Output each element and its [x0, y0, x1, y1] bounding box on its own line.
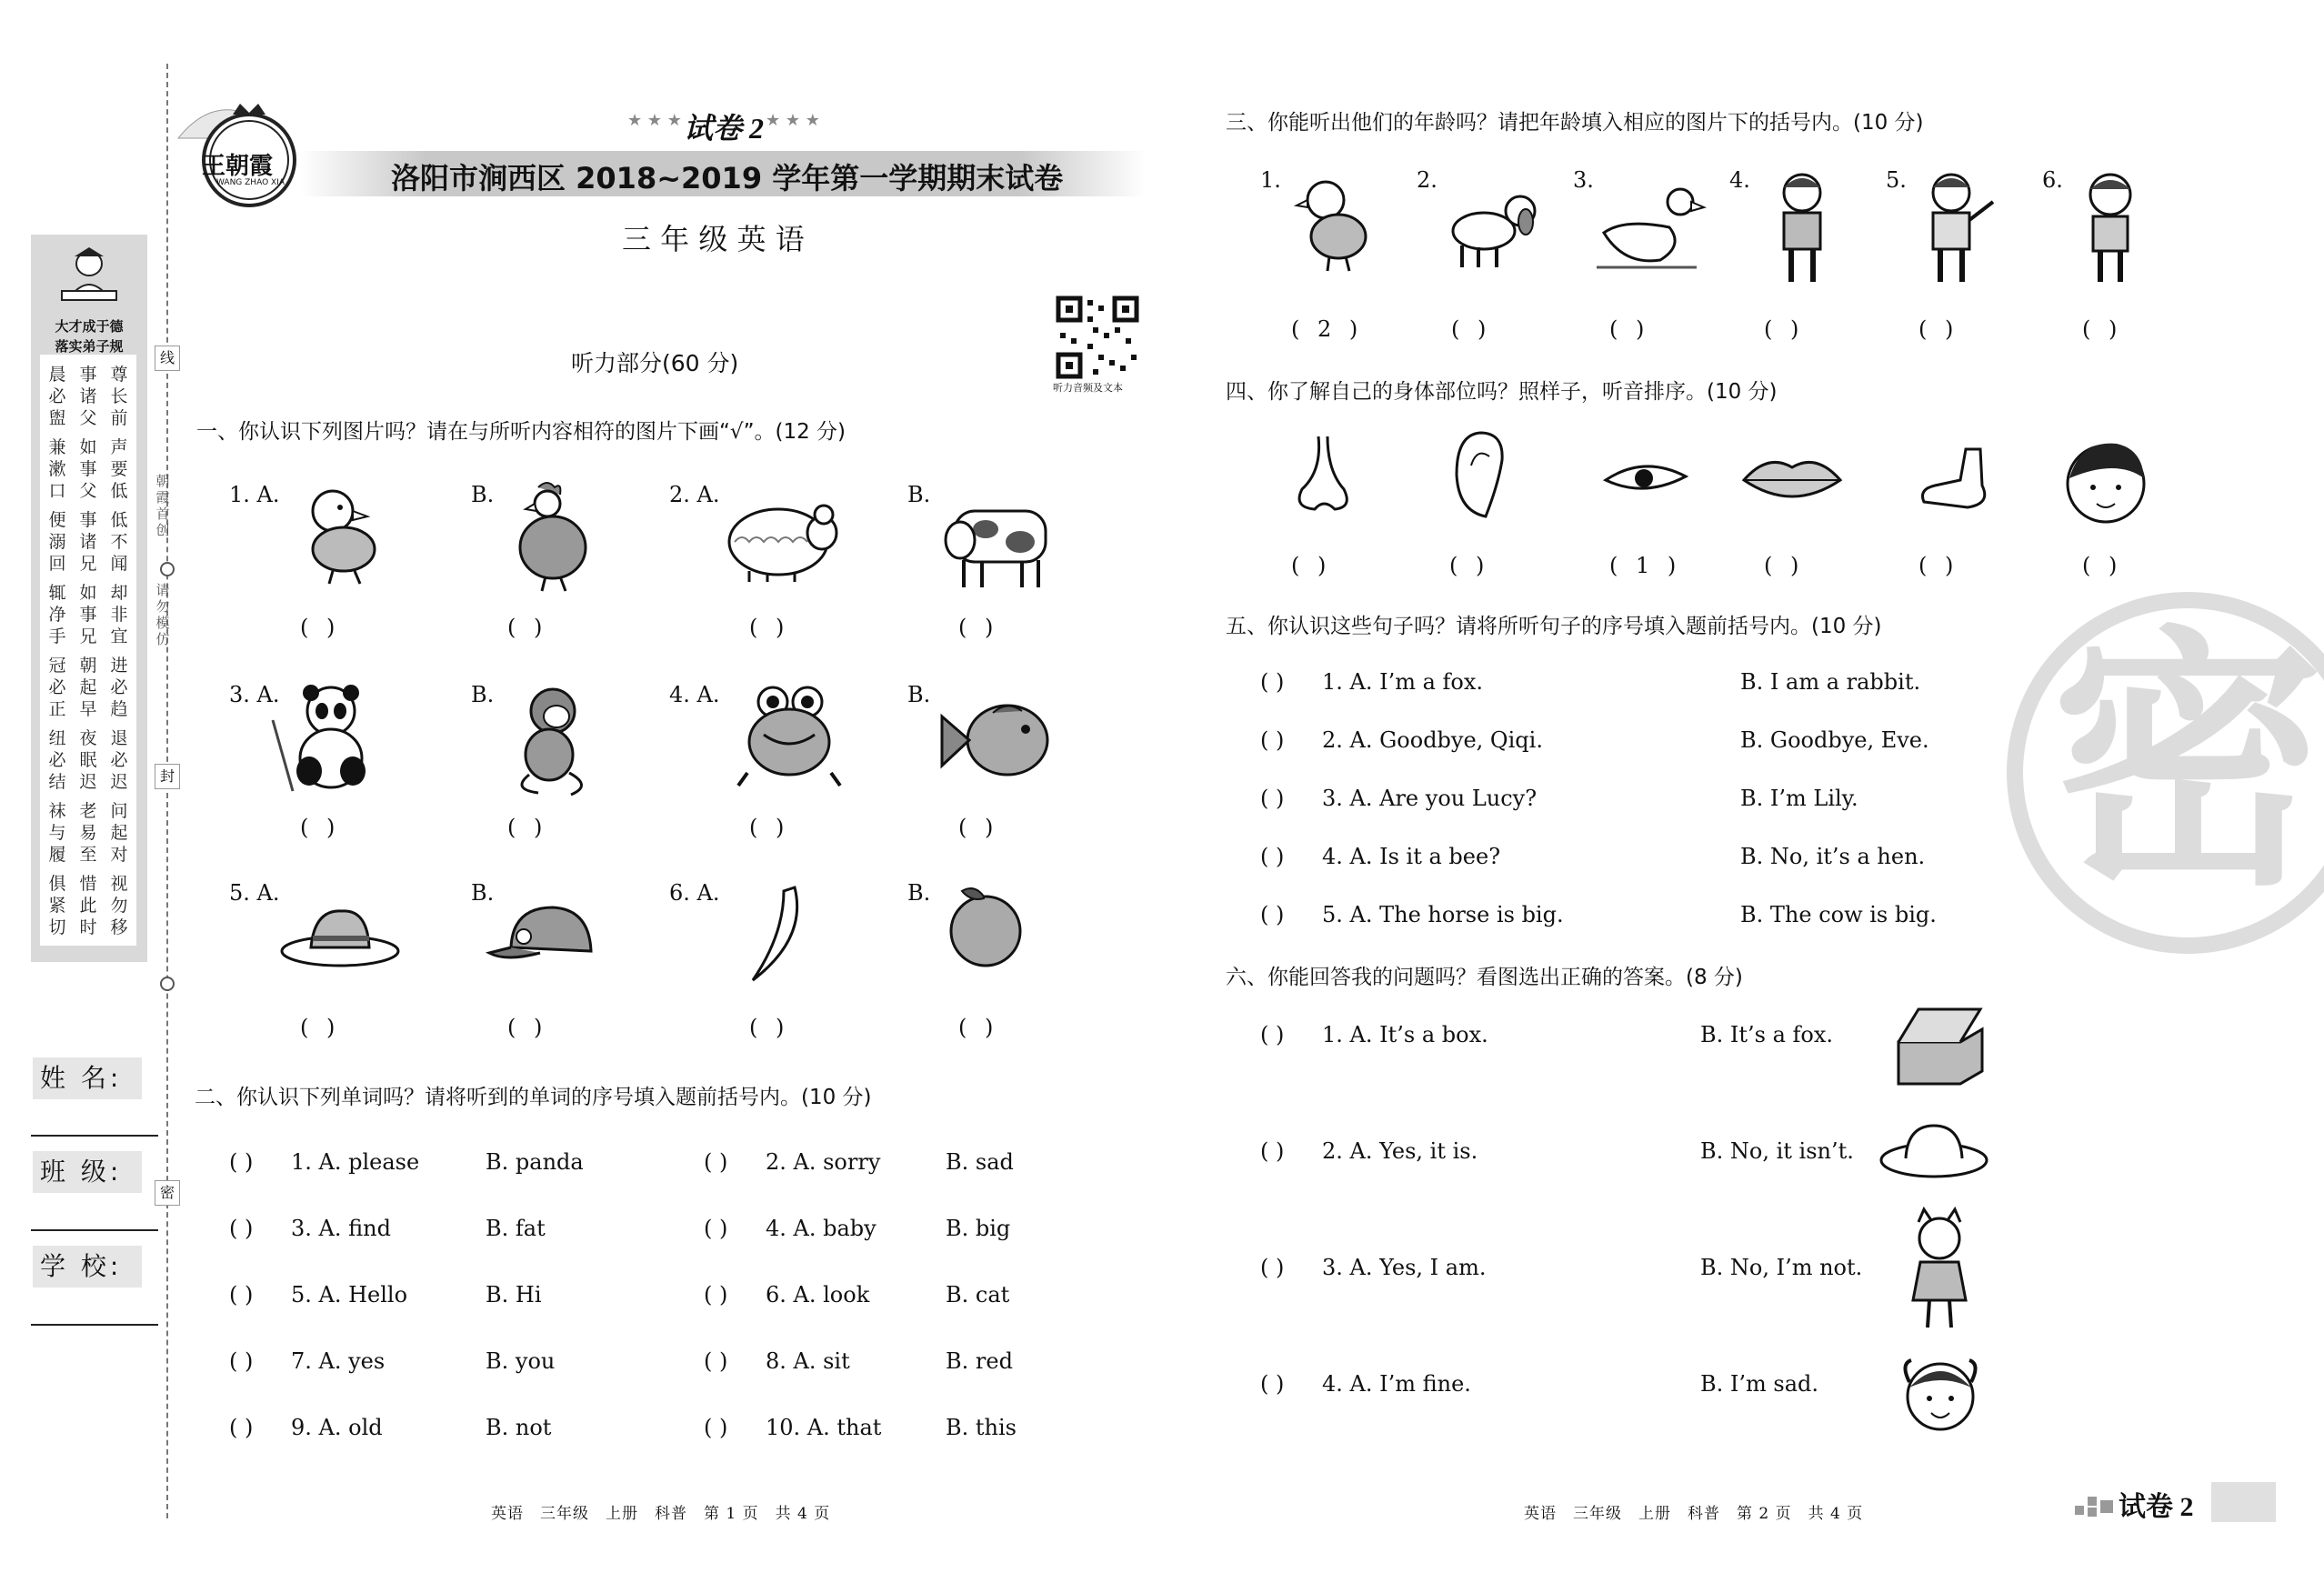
subject-title: 三 年 级 英 语 — [622, 222, 805, 256]
poem-char: 必 — [110, 750, 128, 770]
q1-answer-blank[interactable]: ( ) — [300, 815, 341, 840]
exam-title: 洛阳市涧西区 2018~2019 学年第一学期期末试卷 — [391, 161, 1064, 195]
q2-option-a: 7. A. yes — [291, 1348, 386, 1374]
poem-char: 袜 — [48, 801, 66, 821]
poem-char: 尊 — [110, 365, 128, 385]
poem-char: 回 — [48, 554, 66, 574]
poem-char: 紧 — [48, 896, 66, 916]
poem-char: 对 — [110, 845, 128, 865]
q2-option-b: B. sad — [946, 1149, 1014, 1175]
q2-option-a: 1. A. please — [291, 1149, 420, 1175]
school-field[interactable] — [31, 1324, 158, 1326]
poem-char: 必 — [48, 750, 66, 770]
q5-blank[interactable]: ( ) — [1260, 786, 1285, 811]
q2-heading: 二、你认识下列单词吗？请将听到的单词的序号填入题前括号内。(10 分) — [195, 1086, 872, 1109]
q2-blank[interactable]: ( ) — [229, 1415, 254, 1440]
page-footer-1: 英语 三年级 上册 科普 第 1 页 共 4 页 — [491, 1505, 831, 1523]
q6-option-b: B. It’s a fox. — [1700, 1022, 1834, 1047]
q2-blank[interactable]: ( ) — [704, 1282, 728, 1307]
cow-icon — [937, 493, 1064, 593]
poem-char: 事 — [79, 365, 97, 385]
poem-column — [107, 364, 131, 938]
q1-answer-blank[interactable]: ( ) — [749, 815, 790, 840]
poem-char: 退 — [110, 728, 128, 748]
q1-label: B. — [471, 880, 495, 906]
poem-char: 低 — [110, 481, 128, 501]
poem-char: 便 — [48, 510, 66, 530]
sheep-icon — [722, 493, 840, 584]
q1-answer-blank[interactable]: ( ) — [300, 615, 341, 640]
poem-char: 此 — [79, 896, 97, 916]
q1-answer-blank[interactable]: ( ) — [507, 615, 548, 640]
q2-option-b: B. big — [946, 1216, 1011, 1241]
q3-number: 1. — [1260, 167, 1281, 193]
poem-column — [76, 364, 100, 938]
poem-char: 俱 — [48, 874, 66, 894]
sidebar-motto-1: 大才成于德 — [55, 318, 124, 335]
poem-char — [45, 429, 69, 436]
q4-answer[interactable]: ( ) — [1449, 553, 1490, 578]
stars-left-icon: ★ ★ ★ — [627, 111, 682, 130]
nose-icon — [1291, 435, 1355, 516]
q6-blank[interactable]: ( ) — [1260, 1022, 1285, 1047]
poem-char — [76, 429, 100, 436]
q6-option-a: 3. A. Yes, I am. — [1322, 1255, 1487, 1280]
q1-label: 2. A. — [669, 482, 720, 507]
page-footer-2: 英语 三年级 上册 科普 第 2 页 共 4 页 — [1524, 1505, 1864, 1523]
poem-char: 纽 — [48, 728, 66, 748]
foot-icon — [1917, 446, 2002, 515]
q4-answer[interactable]: ( ) — [1764, 553, 1805, 578]
q2-option-a: 2. A. sorry — [766, 1149, 881, 1175]
poem-char: 必 — [48, 677, 66, 697]
q5-option-a: 3. A. Are you Lucy? — [1322, 786, 1538, 811]
poem-char: 进 — [110, 656, 128, 676]
copy-note: 请勿模仿 — [155, 582, 170, 647]
q4-answer[interactable]: ( ) — [2082, 553, 2123, 578]
mouth-icon — [1740, 455, 1844, 506]
poem-column — [45, 364, 69, 938]
q5-option-a: 4. A. Is it a bee? — [1322, 844, 1501, 869]
poem-char — [45, 866, 69, 873]
q2-option-b: B. fat — [486, 1216, 546, 1241]
poem-char: 眠 — [79, 750, 97, 770]
q1-label: 6. A. — [669, 880, 720, 906]
q6-blank[interactable]: ( ) — [1260, 1138, 1285, 1164]
q6-blank[interactable]: ( ) — [1260, 1255, 1285, 1280]
poem-char: 至 — [79, 845, 97, 865]
q3-answer[interactable]: ( ) — [1609, 316, 1650, 342]
logo-subtext: WANG ZHAO XIA — [216, 178, 285, 187]
q1-label: 3. A. — [229, 682, 280, 707]
q6-option-a: 2. A. Yes, it is. — [1322, 1138, 1478, 1164]
q2-option-b: B. cat — [946, 1282, 1010, 1307]
poem-char: 勿 — [110, 896, 128, 916]
listening-section-title: 听力部分(60 分) — [571, 350, 739, 376]
q6-option-b: B. I’m sad. — [1700, 1371, 1819, 1397]
poem-char — [107, 647, 131, 655]
q3-number: 6. — [2042, 167, 2063, 193]
q1-label: 5. A. — [229, 880, 280, 906]
class-field[interactable] — [31, 1229, 158, 1231]
poem-char: 事 — [79, 510, 97, 530]
chick-icon — [1291, 173, 1373, 275]
scholar-icon — [53, 244, 125, 307]
paper-tag: 试卷 2 — [684, 112, 765, 145]
q1-label: 1. A. — [229, 482, 280, 507]
poem-char: 必 — [48, 386, 66, 406]
q1-label: B. — [471, 482, 495, 507]
q3-number: 2. — [1417, 167, 1437, 193]
q2-option-b: B. this — [946, 1415, 1017, 1440]
q1-answer-blank[interactable]: ( ) — [958, 615, 999, 640]
q5-option-a: 5. A. The horse is big. — [1322, 902, 1564, 927]
q6-option-a: 4. A. I’m fine. — [1322, 1371, 1471, 1397]
poem-char — [107, 575, 131, 582]
poem-char: 夜 — [79, 728, 97, 748]
q2-option-b: B. red — [946, 1348, 1013, 1374]
hat-icon — [1878, 1120, 1989, 1180]
q3-heading: 三、你能听出他们的年龄吗？请把年龄填入相应的图片下的括号内。(10 分) — [1226, 111, 1924, 135]
face-icon — [2062, 436, 2149, 527]
poem-char: 宜 — [110, 626, 128, 646]
logo-text: 王朝霞 — [202, 153, 274, 180]
q2-blank[interactable]: ( ) — [704, 1348, 728, 1374]
poem-char: 声 — [110, 437, 128, 457]
q2-option-b: B. not — [486, 1415, 552, 1440]
poem-char: 却 — [110, 583, 128, 603]
q1-answer-blank[interactable]: ( ) — [749, 615, 790, 640]
dog-icon — [1442, 185, 1542, 271]
poem-char: 履 — [48, 845, 66, 865]
poem-char — [107, 720, 131, 727]
duck-icon — [1597, 182, 1706, 273]
q1-label: B. — [907, 482, 931, 507]
poem-char: 朝 — [79, 656, 97, 676]
poem-char: 事 — [79, 459, 97, 479]
q2-option-a: 8. A. sit — [766, 1348, 850, 1374]
poem-char — [45, 502, 69, 509]
sidebar-motto-2: 落实弟子规 — [55, 338, 124, 355]
q1-answer-blank[interactable]: ( ) — [507, 815, 548, 840]
poem-char: 移 — [110, 917, 128, 937]
poem-char: 诸 — [79, 386, 97, 406]
poem-char — [76, 720, 100, 727]
q1-label: B. — [907, 880, 931, 906]
banana-icon — [744, 884, 807, 984]
poem-char: 时 — [79, 917, 97, 937]
q2-option-a: 6. A. look — [766, 1282, 870, 1307]
poem-char — [107, 429, 131, 436]
q1-label: B. — [907, 682, 931, 707]
poem-char: 视 — [110, 874, 128, 894]
child-icon — [2079, 169, 2142, 286]
poem-char: 早 — [79, 699, 97, 719]
stars-right-icon: ★ ★ ★ — [766, 111, 820, 130]
poem-char: 老 — [79, 801, 97, 821]
poem-char — [76, 647, 100, 655]
poem-char — [45, 793, 69, 800]
hen-icon — [502, 478, 593, 595]
corner-pattern-icon — [2075, 1491, 2115, 1517]
q2-option-a: 3. A. find — [291, 1216, 391, 1241]
poem-char: 兄 — [79, 554, 97, 574]
poem-char: 口 — [48, 481, 66, 501]
poem-char: 不 — [110, 532, 128, 552]
poem-char: 迟 — [110, 772, 128, 792]
q6-heading: 六、你能回答我的问题吗？看图选出正确的答案。(8 分) — [1226, 966, 1743, 989]
poem-char — [107, 866, 131, 873]
q5-option-a: 1. A. I’m a fox. — [1322, 669, 1484, 695]
q3-answer[interactable]: ( 2 ) — [1291, 316, 1364, 342]
poem-char: 趋 — [110, 699, 128, 719]
eye-icon — [1602, 458, 1689, 498]
q4-heading: 四、你了解自己的身体部位吗？照样子，听音排序。(10 分) — [1226, 380, 1778, 404]
poem-char: 惜 — [79, 874, 97, 894]
q3-number: 5. — [1886, 167, 1907, 193]
q3-number: 3. — [1573, 167, 1594, 193]
q4-answer[interactable]: ( ) — [1291, 553, 1332, 578]
qr-caption: 听力音频及文本 — [1053, 382, 1123, 394]
brand-note: 朝霞首创 — [155, 473, 170, 538]
q2-option-b: B. you — [486, 1348, 556, 1374]
q5-option-b: B. The cow is big. — [1740, 902, 1937, 927]
poem-char: 漱 — [48, 459, 66, 479]
cap-icon — [487, 900, 602, 967]
q1-answer-blank[interactable]: ( ) — [749, 1015, 790, 1040]
poem-char: 起 — [110, 823, 128, 843]
q5-option-b: B. I am a rabbit. — [1740, 669, 1921, 695]
poem-char: 溺 — [48, 532, 66, 552]
poem-char: 诸 — [79, 532, 97, 552]
poem-char: 如 — [79, 583, 97, 603]
q3-number: 4. — [1729, 167, 1750, 193]
binding-line — [166, 64, 168, 1518]
poem-char: 起 — [79, 677, 97, 697]
poem-char: 净 — [48, 605, 66, 625]
qr-code-icon[interactable] — [1057, 296, 1138, 378]
secret-watermark-text: 密 — [2051, 605, 2324, 922]
poem-char — [76, 575, 100, 582]
poem-char: 父 — [79, 408, 97, 428]
q1-answer-blank[interactable]: ( ) — [958, 1015, 999, 1040]
poem-char: 切 — [48, 917, 66, 937]
q3-answer[interactable]: ( ) — [2082, 316, 2123, 342]
q1-heading: 一、你认识下列图片吗？请在与所听内容相符的图片下画“√”。(12 分) — [196, 420, 846, 444]
class-label: 班 级: — [33, 1151, 142, 1193]
poem-char — [45, 720, 69, 727]
poem-char: 父 — [79, 481, 97, 501]
q5-blank[interactable]: ( ) — [1260, 902, 1285, 927]
poem-char: 长 — [110, 386, 128, 406]
q1-answer-blank[interactable]: ( ) — [507, 1015, 548, 1040]
poem-char: 易 — [79, 823, 97, 843]
q4-answer[interactable]: ( ) — [1918, 553, 1959, 578]
cat-girl-icon — [1902, 1209, 1977, 1331]
panda-icon — [265, 684, 384, 793]
poem-char: 非 — [110, 605, 128, 625]
q5-blank[interactable]: ( ) — [1260, 844, 1285, 869]
poem-char — [76, 866, 100, 873]
poem-char: 如 — [79, 437, 97, 457]
q2-blank[interactable]: ( ) — [229, 1282, 254, 1307]
q5-option-a: 2. A. Goodbye, Qiqi. — [1322, 727, 1543, 753]
q3-answer[interactable]: ( ) — [1451, 316, 1492, 342]
school-label: 学 校: — [33, 1246, 142, 1287]
q2-blank[interactable]: ( ) — [704, 1415, 728, 1440]
poem-char: 结 — [48, 772, 66, 792]
hat-icon — [278, 906, 402, 969]
q2-blank[interactable]: ( ) — [704, 1216, 728, 1241]
q1-label: 4. A. — [669, 682, 720, 707]
q1-label: B. — [471, 682, 495, 707]
poem-char: 兄 — [79, 626, 97, 646]
poem-char: 闻 — [110, 554, 128, 574]
q5-blank[interactable]: ( ) — [1260, 669, 1285, 695]
poem-char — [76, 502, 100, 509]
q2-option-a: 10. A. that — [766, 1415, 882, 1440]
poem-char: 辄 — [48, 583, 66, 603]
q6-option-b: B. No, it isn’t. — [1700, 1138, 1854, 1164]
di-zi-gui-poem — [40, 355, 136, 946]
chick-icon — [287, 480, 396, 587]
q6-option-b: B. No, I’m not. — [1700, 1255, 1863, 1280]
name-field[interactable] — [31, 1135, 158, 1137]
poem-char: 低 — [110, 510, 128, 530]
q5-option-b: B. Goodbye, Eve. — [1740, 727, 1929, 753]
q5-blank[interactable]: ( ) — [1260, 727, 1285, 753]
q2-option-a: 9. A. old — [291, 1415, 383, 1440]
poem-char: 与 — [48, 823, 66, 843]
q5-option-b: B. I’m Lily. — [1740, 786, 1858, 811]
spiral-icon — [158, 560, 176, 578]
poem-char: 盥 — [48, 408, 66, 428]
q3-answer[interactable]: ( ) — [1918, 316, 1959, 342]
q6-option-a: 1. A. It’s a box. — [1322, 1022, 1488, 1047]
poem-char: 手 — [48, 626, 66, 646]
poem-char: 问 — [110, 801, 128, 821]
q2-blank[interactable]: ( ) — [229, 1216, 254, 1241]
q3-answer[interactable]: ( ) — [1764, 316, 1805, 342]
seal-mark-seal: 封 — [155, 764, 180, 789]
monkey-icon — [502, 684, 602, 797]
q6-blank[interactable]: ( ) — [1260, 1371, 1285, 1397]
poem-char — [45, 575, 69, 582]
frog-icon — [735, 682, 844, 791]
q2-blank[interactable]: ( ) — [229, 1348, 254, 1374]
poem-char: 晨 — [48, 365, 66, 385]
spiral-icon — [158, 975, 176, 993]
seal-mark-secret: 密 — [155, 1180, 180, 1206]
poem-char: 冠 — [48, 656, 66, 676]
q2-blank[interactable]: ( ) — [229, 1149, 254, 1175]
name-label: 姓 名: — [33, 1057, 142, 1099]
q2-option-a: 5. A. Hello — [291, 1282, 408, 1307]
poem-char — [45, 647, 69, 655]
boy-icon — [1768, 169, 1837, 286]
box-icon — [1895, 1006, 1986, 1086]
boy-pointing-icon — [1917, 169, 1998, 286]
q4-answer[interactable]: ( 1 ) — [1609, 553, 1682, 578]
poem-char: 迟 — [79, 772, 97, 792]
girl-face-icon — [1897, 1355, 1984, 1440]
corner-bar — [2211, 1482, 2276, 1522]
poem-char: 正 — [48, 699, 66, 719]
poem-char — [107, 793, 131, 800]
poem-char: 事 — [79, 605, 97, 625]
q2-option-a: 4. A. baby — [766, 1216, 877, 1241]
poem-char — [76, 793, 100, 800]
poem-char: 兼 — [48, 437, 66, 457]
q5-heading: 五、你认识这些句子吗？请将所听句子的序号填入题前括号内。(10 分) — [1226, 615, 1882, 638]
ear-icon — [1449, 429, 1508, 522]
seal-mark-line: 线 — [155, 346, 180, 371]
corner-paper-tag: 试卷 2 — [2119, 1492, 2194, 1522]
q1-answer-blank[interactable]: ( ) — [300, 1015, 341, 1040]
q2-option-b: B. panda — [486, 1149, 584, 1175]
orange-icon — [947, 884, 1026, 969]
q2-option-b: B. Hi — [486, 1282, 542, 1307]
poem-char: 前 — [110, 408, 128, 428]
q5-option-b: B. No, it’s a hen. — [1740, 844, 1926, 869]
q2-blank[interactable]: ( ) — [704, 1149, 728, 1175]
q1-answer-blank[interactable]: ( ) — [958, 815, 999, 840]
fish-icon — [938, 695, 1057, 786]
poem-char — [107, 502, 131, 509]
poem-char: 必 — [110, 677, 128, 697]
poem-char: 要 — [110, 459, 128, 479]
